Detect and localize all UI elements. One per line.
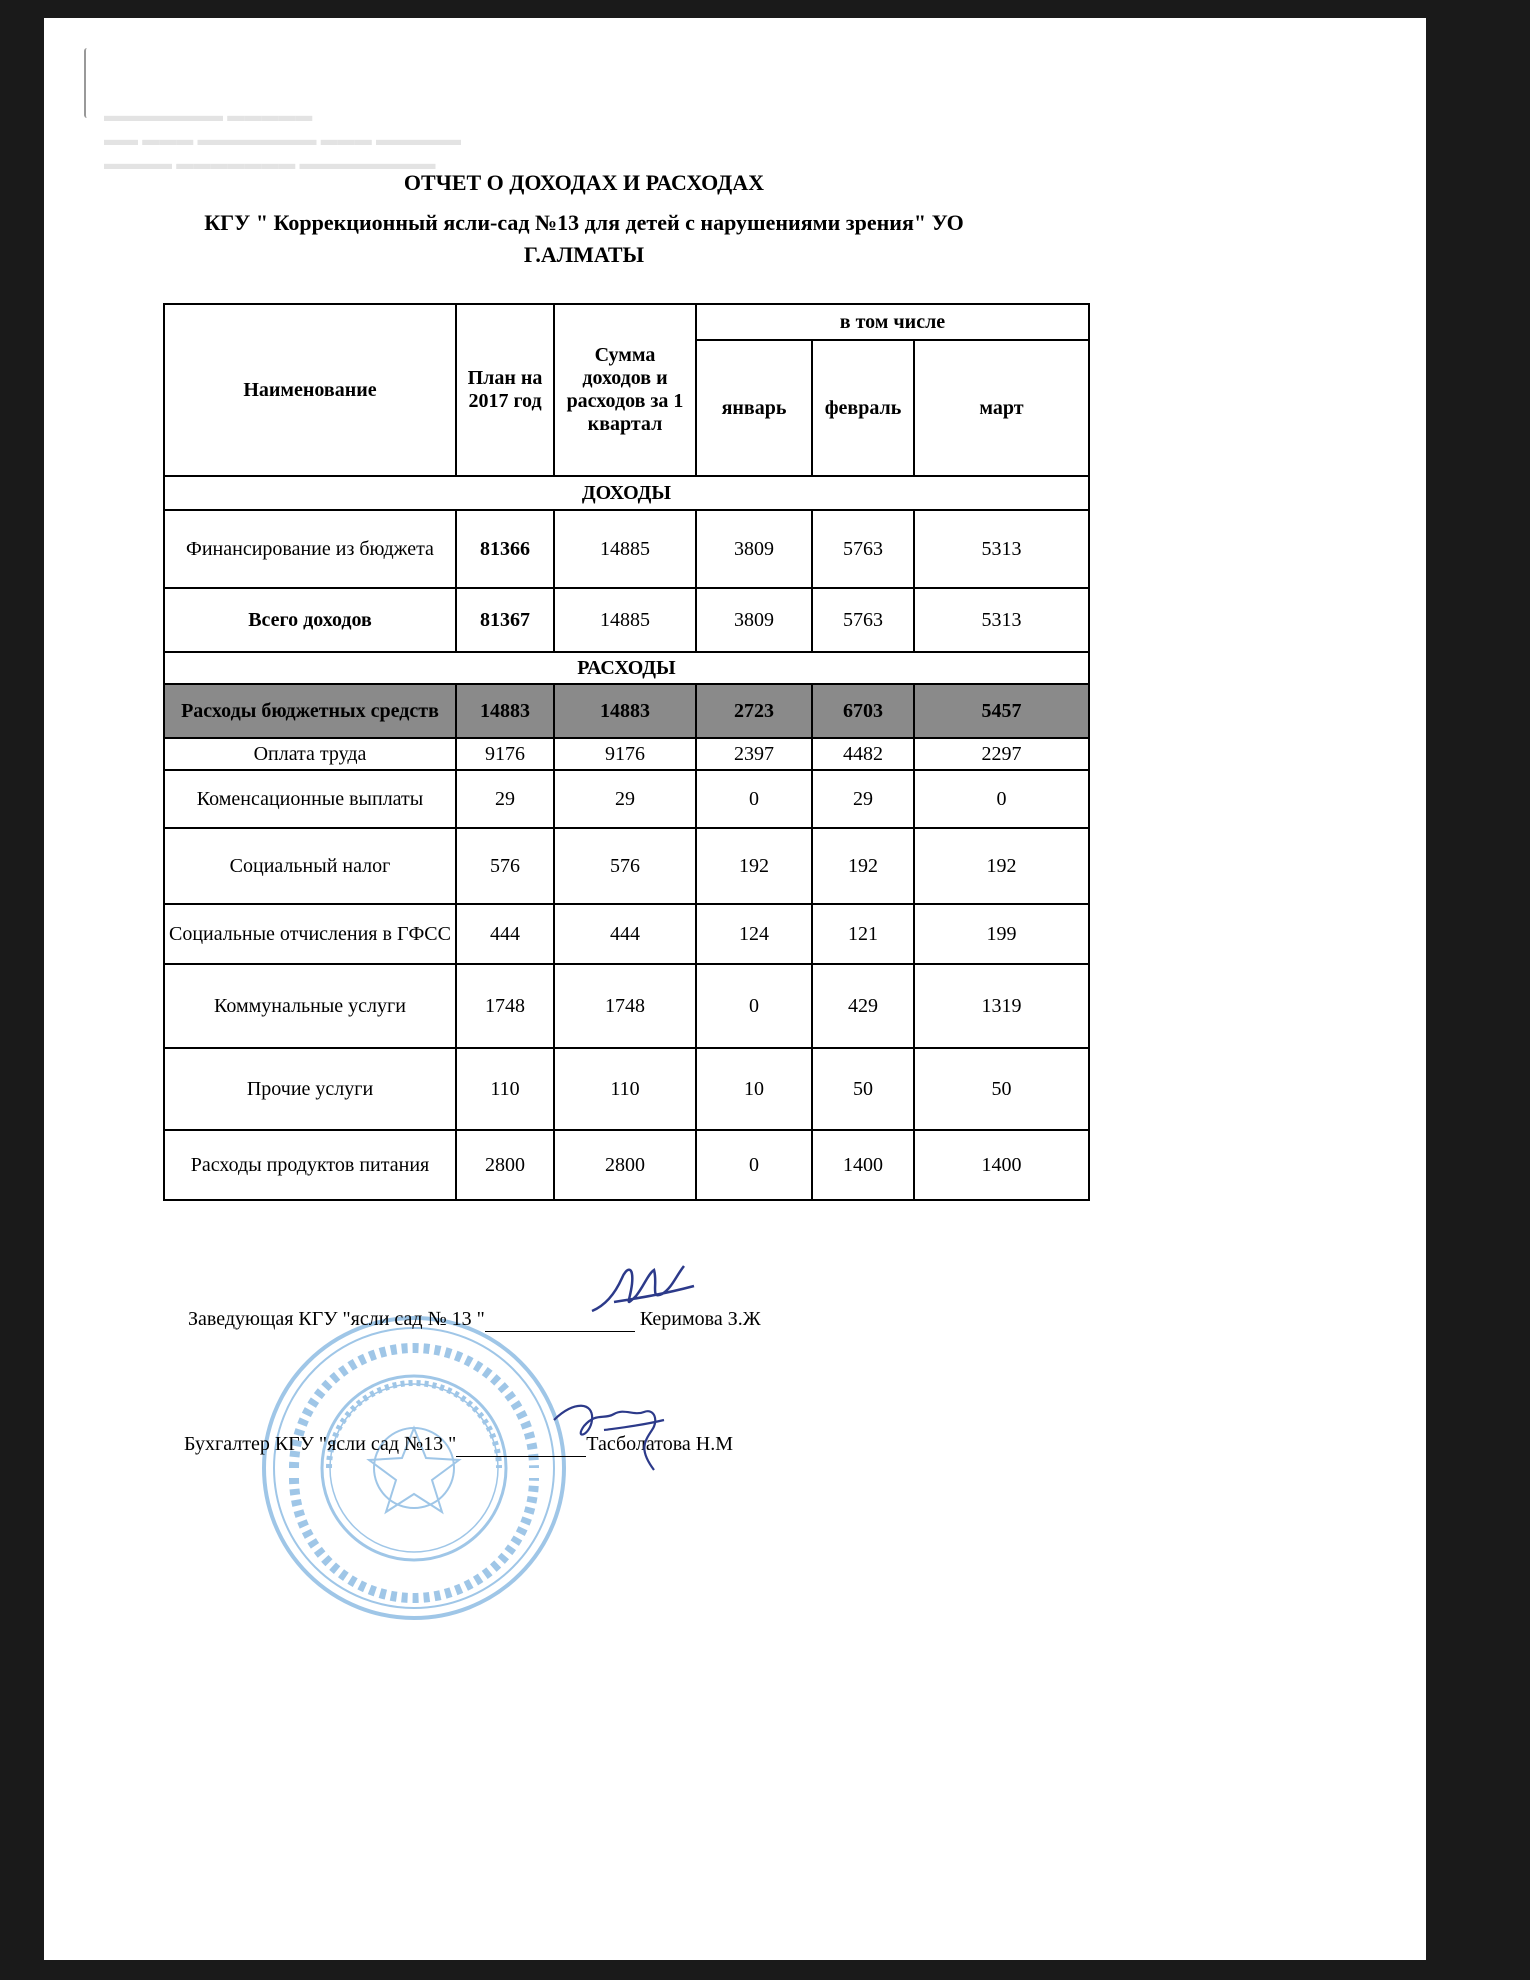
table-row: [164, 964, 1089, 1048]
row-mar: 50: [914, 1048, 1089, 1130]
row-mar: 1319: [914, 964, 1089, 1048]
header-feb: февраль: [812, 340, 914, 476]
row-plan: 81366: [456, 510, 554, 588]
header-sum: Сумма доходов и расходов за 1 квартал: [554, 304, 696, 476]
table-row-total: [164, 684, 1089, 738]
row-jan: 2723: [696, 684, 812, 738]
row-name: Расходы продуктов питания: [164, 1130, 456, 1200]
row-plan: 9176: [456, 738, 554, 770]
row-feb: 192: [812, 828, 914, 904]
head-signature: [584, 1256, 714, 1326]
row-name: Всего доходов: [164, 588, 456, 652]
row-name: Прочие услуги: [164, 1048, 456, 1130]
row-jan: 2397: [696, 738, 812, 770]
row-name: Коменсационные выплаты: [164, 770, 456, 828]
row-mar: 192: [914, 828, 1089, 904]
income-expense-table: [163, 303, 1090, 1201]
row-sum: 576: [554, 828, 696, 904]
accountant-signature-label: Бухгалтер КГУ "ясли сад №13 ": [184, 1433, 457, 1455]
row-plan: 14883: [456, 684, 554, 738]
table-row: [164, 1048, 1089, 1130]
report-title: ОТЧЕТ О ДОХОДАХ И РАСХОДАХ: [403, 170, 765, 195]
show-through-text: ▬▬▬▬▬▬▬ ▬▬▬▬▬: [104, 106, 313, 125]
show-through-text: ▬▬▬▬ ▬▬▬▬▬▬▬ ▬▬▬▬▬▬▬▬: [104, 154, 436, 173]
row-mar: 199: [914, 904, 1089, 964]
row-sum: 14885: [554, 510, 696, 588]
accountant-name: Тасболатова Н.М: [586, 1433, 733, 1455]
header-mar: март: [914, 340, 1089, 476]
row-jan: 0: [696, 964, 812, 1048]
row-name: Оплата труда: [164, 738, 456, 770]
row-feb: 5763: [812, 510, 914, 588]
row-plan: 1748: [456, 964, 554, 1048]
binder-mark: [84, 48, 94, 118]
row-jan: 0: [696, 770, 812, 828]
table-row: [164, 770, 1089, 828]
header-name: Наименование: [164, 304, 456, 476]
row-mar: 5313: [914, 588, 1089, 652]
row-mar: 5457: [914, 684, 1089, 738]
table-row: [164, 738, 1089, 770]
row-sum: 1748: [554, 964, 696, 1048]
row-plan: 110: [456, 1048, 554, 1130]
row-mar: 5313: [914, 510, 1089, 588]
table-row: [164, 904, 1089, 964]
row-jan: 3809: [696, 588, 812, 652]
row-jan: 10: [696, 1048, 812, 1130]
row-name: Социальный налог: [164, 828, 456, 904]
table-row: [164, 588, 1089, 652]
official-seal-stamp: [254, 1308, 574, 1628]
table-row: [164, 828, 1089, 904]
row-jan: 124: [696, 904, 812, 964]
report-subtitle: КГУ " Коррекционный ясли-сад №13 для детей с нарушениями зрения" УО: [204, 210, 964, 235]
header-jan: январь: [696, 340, 812, 476]
row-sum: 14883: [554, 684, 696, 738]
row-plan: 81367: [456, 588, 554, 652]
table-row: [164, 1130, 1089, 1200]
row-mar: 0: [914, 770, 1089, 828]
row-plan: 444: [456, 904, 554, 964]
accountant-signature: [544, 1390, 694, 1480]
row-sum: 9176: [554, 738, 696, 770]
row-name: Расходы бюджетных средств: [164, 684, 456, 738]
row-sum: 29: [554, 770, 696, 828]
row-sum: 444: [554, 904, 696, 964]
row-jan: 0: [696, 1130, 812, 1200]
show-through-text: ▬▬ ▬▬▬ ▬▬▬▬▬▬▬ ▬▬▬ ▬▬▬▬▬: [104, 130, 461, 149]
row-mar: 2297: [914, 738, 1089, 770]
row-feb: 50: [812, 1048, 914, 1130]
row-feb: 1400: [812, 1130, 914, 1200]
row-feb: 6703: [812, 684, 914, 738]
income-section-header: ДОХОДЫ: [164, 476, 1089, 510]
row-feb: 29: [812, 770, 914, 828]
row-feb: 5763: [812, 588, 914, 652]
row-plan: 576: [456, 828, 554, 904]
document-page: [44, 18, 1426, 1960]
row-mar: 1400: [914, 1130, 1089, 1200]
row-sum: 14885: [554, 588, 696, 652]
header-plan: План на 2017 год: [456, 304, 554, 476]
row-jan: 3809: [696, 510, 812, 588]
row-sum: 2800: [554, 1130, 696, 1200]
row-feb: 4482: [812, 738, 914, 770]
row-name: Социальные отчисления в ГФСС: [164, 904, 456, 964]
head-name: Керимова З.Ж: [639, 1308, 761, 1330]
row-name: Финансирование из бюджета: [164, 510, 456, 588]
table-row: [164, 510, 1089, 588]
row-feb: 121: [812, 904, 914, 964]
report-subtitle-city: Г.АЛМАТЫ: [523, 242, 645, 267]
row-jan: 192: [696, 828, 812, 904]
row-plan: 2800: [456, 1130, 554, 1200]
row-sum: 110: [554, 1048, 696, 1130]
expense-section-header: РАСХОДЫ: [164, 652, 1089, 684]
row-plan: 29: [456, 770, 554, 828]
header-including: в том числе: [696, 304, 1089, 340]
row-feb: 429: [812, 964, 914, 1048]
head-signature-label: Заведующая КГУ "ясли сад № 13 ": [188, 1308, 485, 1330]
row-name: Коммунальные услуги: [164, 964, 456, 1048]
